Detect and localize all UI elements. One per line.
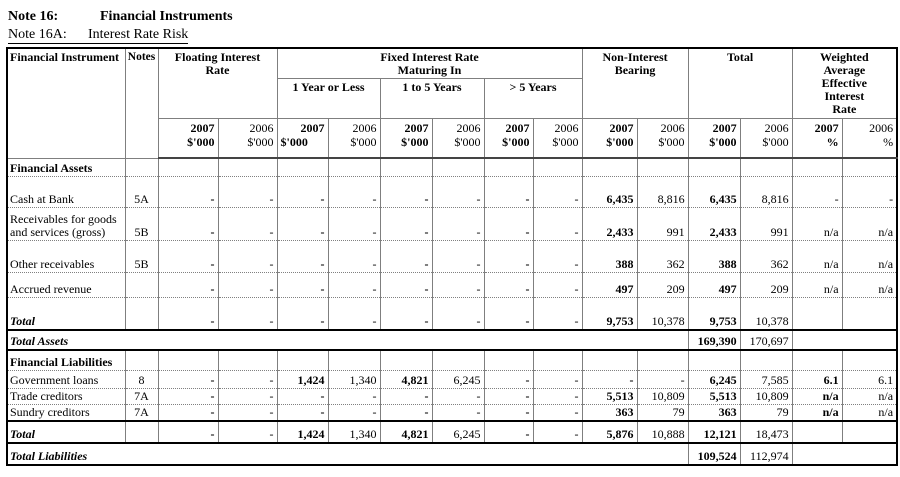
value-cell: - xyxy=(533,370,582,388)
unit-label: $'000 xyxy=(280,134,308,149)
value-cell: - xyxy=(158,370,218,388)
value-cell: - xyxy=(380,297,432,330)
table-row-total xyxy=(7,297,897,330)
value-cell: - xyxy=(277,272,328,297)
value-cell: - xyxy=(484,240,533,272)
year-label: 2006 xyxy=(660,120,685,135)
value-cell: - xyxy=(432,297,484,330)
col-group-weighted-average-effective-interest-rate: Weighted Average Effective Interest Rate xyxy=(792,48,897,118)
unit-label: $'000 xyxy=(709,134,737,149)
value-cell: 5,513 xyxy=(582,388,637,404)
unit-label: $'000 xyxy=(762,134,789,149)
value-cell: n/a xyxy=(792,388,842,404)
col-header-year-2006 xyxy=(533,118,582,158)
value-cell: - xyxy=(218,388,277,404)
value-cell xyxy=(432,350,484,370)
value-cell xyxy=(218,158,277,176)
value-cell: 6,245 xyxy=(432,370,484,388)
note-cell: 5B xyxy=(125,240,158,272)
col-group-non-interest-bearing: Non-Interest Bearing xyxy=(582,48,688,118)
value-cell: 9,753 xyxy=(582,297,637,330)
value-cell: n/a xyxy=(792,207,842,240)
year-label: 2007 xyxy=(404,120,429,135)
note-subtitle xyxy=(0,25,900,44)
value-cell: - xyxy=(218,421,277,443)
value-cell: - xyxy=(328,176,380,207)
value-cell: 10,378 xyxy=(637,297,688,330)
col-group-floating-interest-rate: Floating Interest Rate xyxy=(158,48,277,118)
unit-label: $'000 xyxy=(350,134,377,149)
value-cell: - xyxy=(432,176,484,207)
value-cell xyxy=(740,350,792,370)
subnote-number-label: Note 16A: xyxy=(8,27,67,42)
value-cell: 1,424 xyxy=(277,370,328,388)
value-cell: - xyxy=(380,388,432,404)
table-row-total xyxy=(7,421,897,443)
year-label: 2006 xyxy=(764,120,789,135)
col-header-year-2006 xyxy=(637,118,688,158)
note-cell xyxy=(125,350,158,370)
unit-label: $'000 xyxy=(454,134,481,149)
year-label: 2007 xyxy=(712,120,737,135)
value-cell: - xyxy=(380,240,432,272)
value-cell: 1,424 xyxy=(277,421,328,443)
value-cell xyxy=(842,158,897,176)
value-cell: 8,816 xyxy=(637,176,688,207)
value-cell: 388 xyxy=(688,240,740,272)
value-cell: 10,378 xyxy=(740,297,792,330)
value-cell: - xyxy=(218,240,277,272)
col-header-year-2006 xyxy=(842,118,897,158)
value-cell: 6.1 xyxy=(792,370,842,388)
table-row-financial-assets xyxy=(7,158,897,176)
value-cell: - xyxy=(380,404,432,421)
row-label: Accrued revenue xyxy=(7,272,125,297)
value-cell: - xyxy=(328,404,380,421)
blank-cell xyxy=(792,443,897,465)
value-cell: n/a xyxy=(842,388,897,404)
value-cell: - xyxy=(158,272,218,297)
value-cell xyxy=(218,350,277,370)
value-cell: - xyxy=(533,404,582,421)
col-header-year-2007 xyxy=(688,118,740,158)
value-cell xyxy=(688,158,740,176)
value-cell: - xyxy=(158,240,218,272)
value-cell: 8,816 xyxy=(740,176,792,207)
value-cell: 363 xyxy=(582,404,637,421)
value-cell: - xyxy=(380,176,432,207)
year-label: 2006 xyxy=(554,120,579,135)
value-cell xyxy=(158,158,218,176)
table-row-sundry-creditors xyxy=(7,404,897,421)
value-cell: - xyxy=(277,297,328,330)
value-cell: - xyxy=(792,176,842,207)
value-cell: - xyxy=(277,388,328,404)
value-cell: - xyxy=(484,404,533,421)
table-row-government-loans xyxy=(7,370,897,388)
value-cell: - xyxy=(158,388,218,404)
year-label: 2007 xyxy=(300,120,325,135)
year-label: 2006 xyxy=(869,120,894,135)
value-cell xyxy=(328,158,380,176)
note-subtitle-underline xyxy=(8,26,188,44)
row-label: Financial Liabilities xyxy=(7,350,125,370)
row-label: Total xyxy=(7,297,125,330)
value-cell-total-2006: 170,697 xyxy=(740,330,792,350)
value-cell: - xyxy=(533,272,582,297)
value-cell: 12,121 xyxy=(688,421,740,443)
value-cell: - xyxy=(484,297,533,330)
value-cell: - xyxy=(328,240,380,272)
value-cell xyxy=(582,350,637,370)
value-cell xyxy=(158,350,218,370)
year-label: 2006 xyxy=(249,120,274,135)
value-cell: - xyxy=(533,421,582,443)
unit-label: $'000 xyxy=(502,134,530,149)
table-row-receivables-for-goods-and-services-gross- xyxy=(7,207,897,240)
col-subgroup-1-year-or-less: 1 Year or Less xyxy=(277,78,380,118)
value-cell: - xyxy=(277,207,328,240)
value-cell: 6,435 xyxy=(688,176,740,207)
header-group-row xyxy=(7,48,897,78)
value-cell xyxy=(792,297,842,330)
value-cell xyxy=(842,421,897,443)
value-cell: - xyxy=(533,388,582,404)
value-cell: 6,245 xyxy=(432,421,484,443)
value-cell: 2,433 xyxy=(688,207,740,240)
value-cell: - xyxy=(218,176,277,207)
unit-label: % xyxy=(826,134,839,149)
value-cell: 4,821 xyxy=(380,421,432,443)
value-cell: 5,876 xyxy=(582,421,637,443)
col-group-total: Total xyxy=(688,48,792,118)
value-cell: 6,245 xyxy=(688,370,740,388)
value-cell: - xyxy=(218,272,277,297)
col-header-financial-instrument: Financial Instrument xyxy=(7,48,125,158)
value-cell: - xyxy=(432,404,484,421)
value-cell xyxy=(688,350,740,370)
table-row-financial-liabilities xyxy=(7,350,897,370)
table-row-total-liabilities xyxy=(7,443,897,465)
value-cell: - xyxy=(637,370,688,388)
value-cell xyxy=(842,350,897,370)
value-cell: 388 xyxy=(582,240,637,272)
value-cell: 5,513 xyxy=(688,388,740,404)
row-label: Total Assets xyxy=(7,330,688,350)
col-header-year-2006 xyxy=(328,118,380,158)
value-cell: 209 xyxy=(740,272,792,297)
note-cell: 7A xyxy=(125,404,158,421)
row-label: Other receivables xyxy=(7,240,125,272)
col-subgroup-over-5-years: > 5 Years xyxy=(484,78,582,118)
value-cell: n/a xyxy=(792,272,842,297)
value-cell: - xyxy=(277,404,328,421)
col-header-year-2006 xyxy=(432,118,484,158)
unit-label: $'000 xyxy=(247,134,274,149)
value-cell: - xyxy=(277,240,328,272)
value-cell: - xyxy=(432,272,484,297)
note-cell xyxy=(125,297,158,330)
value-cell xyxy=(277,350,328,370)
value-cell: 6.1 xyxy=(842,370,897,388)
value-cell: - xyxy=(432,388,484,404)
year-label: 2006 xyxy=(352,120,377,135)
value-cell: - xyxy=(432,207,484,240)
value-cell: 497 xyxy=(688,272,740,297)
col-header-year-2007 xyxy=(792,118,842,158)
value-cell xyxy=(740,158,792,176)
value-cell xyxy=(533,158,582,176)
value-cell: - xyxy=(533,297,582,330)
value-cell: - xyxy=(484,176,533,207)
value-cell: - xyxy=(218,297,277,330)
value-cell: 991 xyxy=(740,207,792,240)
year-label: 2007 xyxy=(505,120,530,135)
value-cell xyxy=(792,158,842,176)
table-row-trade-creditors xyxy=(7,388,897,404)
value-cell: 9,753 xyxy=(688,297,740,330)
value-cell: 79 xyxy=(740,404,792,421)
row-label: Trade creditors xyxy=(7,388,125,404)
col-header-year-2007 xyxy=(484,118,533,158)
value-cell-total-2007: 109,524 xyxy=(688,443,740,465)
value-cell: 10,809 xyxy=(740,388,792,404)
value-cell: n/a xyxy=(792,404,842,421)
value-cell-total-2006: 112,974 xyxy=(740,443,792,465)
value-cell: 2,433 xyxy=(582,207,637,240)
value-cell: - xyxy=(380,207,432,240)
row-label: Sundry creditors xyxy=(7,404,125,421)
value-cell: n/a xyxy=(792,240,842,272)
table-row-total-assets xyxy=(7,330,897,350)
year-label: 2007 xyxy=(190,120,215,135)
value-cell xyxy=(842,297,897,330)
row-label: Cash at Bank xyxy=(7,176,125,207)
value-cell: - xyxy=(328,297,380,330)
blank-cell xyxy=(792,330,897,350)
value-cell: - xyxy=(218,207,277,240)
table-row-other-receivables xyxy=(7,240,897,272)
table-row-accrued-revenue xyxy=(7,272,897,297)
value-cell: - xyxy=(533,207,582,240)
col-header-year-2007 xyxy=(582,118,637,158)
value-cell xyxy=(792,421,842,443)
value-cell: 362 xyxy=(740,240,792,272)
year-label: 2006 xyxy=(456,120,481,135)
value-cell xyxy=(484,350,533,370)
value-cell xyxy=(582,158,637,176)
note-cell: 7A xyxy=(125,388,158,404)
value-cell: n/a xyxy=(842,404,897,421)
unit-label: $'000 xyxy=(606,134,634,149)
value-cell: - xyxy=(328,207,380,240)
row-label: Financial Assets xyxy=(7,158,125,176)
col-group-fixed-interest-rate-maturing-in: Fixed Interest Rate Maturing In xyxy=(277,48,582,78)
col-header-year-2006 xyxy=(740,118,792,158)
col-header-notes: Notes xyxy=(125,48,158,158)
unit-label: $'000 xyxy=(401,134,429,149)
value-cell: - xyxy=(158,421,218,443)
value-cell: 209 xyxy=(637,272,688,297)
value-cell: - xyxy=(380,272,432,297)
value-cell: - xyxy=(582,370,637,388)
value-cell: 362 xyxy=(637,240,688,272)
col-header-year-2006 xyxy=(218,118,277,158)
value-cell: - xyxy=(218,370,277,388)
value-cell xyxy=(277,158,328,176)
row-label: Receivables for goods and services (gross) xyxy=(7,207,125,240)
value-cell xyxy=(484,158,533,176)
value-cell: 10,809 xyxy=(637,388,688,404)
value-cell: - xyxy=(328,388,380,404)
value-cell-total-2007: 169,390 xyxy=(688,330,740,350)
year-label: 2007 xyxy=(609,120,634,135)
value-cell: 10,888 xyxy=(637,421,688,443)
table-row-cash-at-bank xyxy=(7,176,897,207)
subnote-title-text: Interest Rate Risk xyxy=(88,27,189,42)
note-title xyxy=(0,0,900,25)
value-cell: - xyxy=(484,207,533,240)
value-cell xyxy=(380,158,432,176)
note-title-text: Financial Instruments xyxy=(100,9,233,24)
value-cell xyxy=(637,158,688,176)
value-cell: - xyxy=(158,404,218,421)
value-cell: - xyxy=(432,240,484,272)
value-cell: 1,340 xyxy=(328,370,380,388)
value-cell: - xyxy=(277,176,328,207)
value-cell: - xyxy=(158,297,218,330)
value-cell: 18,473 xyxy=(740,421,792,443)
value-cell: n/a xyxy=(842,207,897,240)
value-cell xyxy=(432,158,484,176)
value-cell: 4,821 xyxy=(380,370,432,388)
value-cell: 7,585 xyxy=(740,370,792,388)
value-cell: - xyxy=(842,176,897,207)
value-cell: - xyxy=(484,370,533,388)
unit-label: $'000 xyxy=(552,134,579,149)
row-label: Total Liabilities xyxy=(7,443,688,465)
col-header-year-2007 xyxy=(380,118,432,158)
col-header-year-2007 xyxy=(277,118,328,158)
value-cell: 6,435 xyxy=(582,176,637,207)
value-cell: n/a xyxy=(842,240,897,272)
note-cell: 8 xyxy=(125,370,158,388)
note-cell: 5B xyxy=(125,207,158,240)
value-cell: - xyxy=(158,207,218,240)
unit-label: % xyxy=(883,134,894,149)
value-cell: 1,340 xyxy=(328,421,380,443)
value-cell: 497 xyxy=(582,272,637,297)
row-label: Government loans xyxy=(7,370,125,388)
note-number-label: Note 16: xyxy=(8,9,59,24)
note-cell xyxy=(125,421,158,443)
value-cell: 363 xyxy=(688,404,740,421)
value-cell: - xyxy=(484,272,533,297)
value-cell: 991 xyxy=(637,207,688,240)
value-cell: - xyxy=(484,388,533,404)
value-cell: - xyxy=(218,404,277,421)
value-cell xyxy=(792,350,842,370)
note-cell: 5A xyxy=(125,176,158,207)
value-cell: - xyxy=(328,272,380,297)
value-cell: - xyxy=(484,421,533,443)
note-cell xyxy=(125,272,158,297)
row-label: Total xyxy=(7,421,125,443)
value-cell xyxy=(533,350,582,370)
interest-rate-risk-table xyxy=(6,47,898,466)
value-cell: 79 xyxy=(637,404,688,421)
col-subgroup-1-to-5-years: 1 to 5 Years xyxy=(380,78,484,118)
value-cell xyxy=(380,350,432,370)
year-label: 2007 xyxy=(814,120,839,135)
value-cell: - xyxy=(158,176,218,207)
note-cell xyxy=(125,158,158,176)
value-cell: n/a xyxy=(842,272,897,297)
value-cell: - xyxy=(533,176,582,207)
value-cell xyxy=(328,350,380,370)
value-cell xyxy=(637,350,688,370)
value-cell: - xyxy=(533,240,582,272)
unit-label: $'000 xyxy=(658,134,685,149)
unit-label: $'000 xyxy=(187,134,215,149)
col-header-year-2007 xyxy=(158,118,218,158)
